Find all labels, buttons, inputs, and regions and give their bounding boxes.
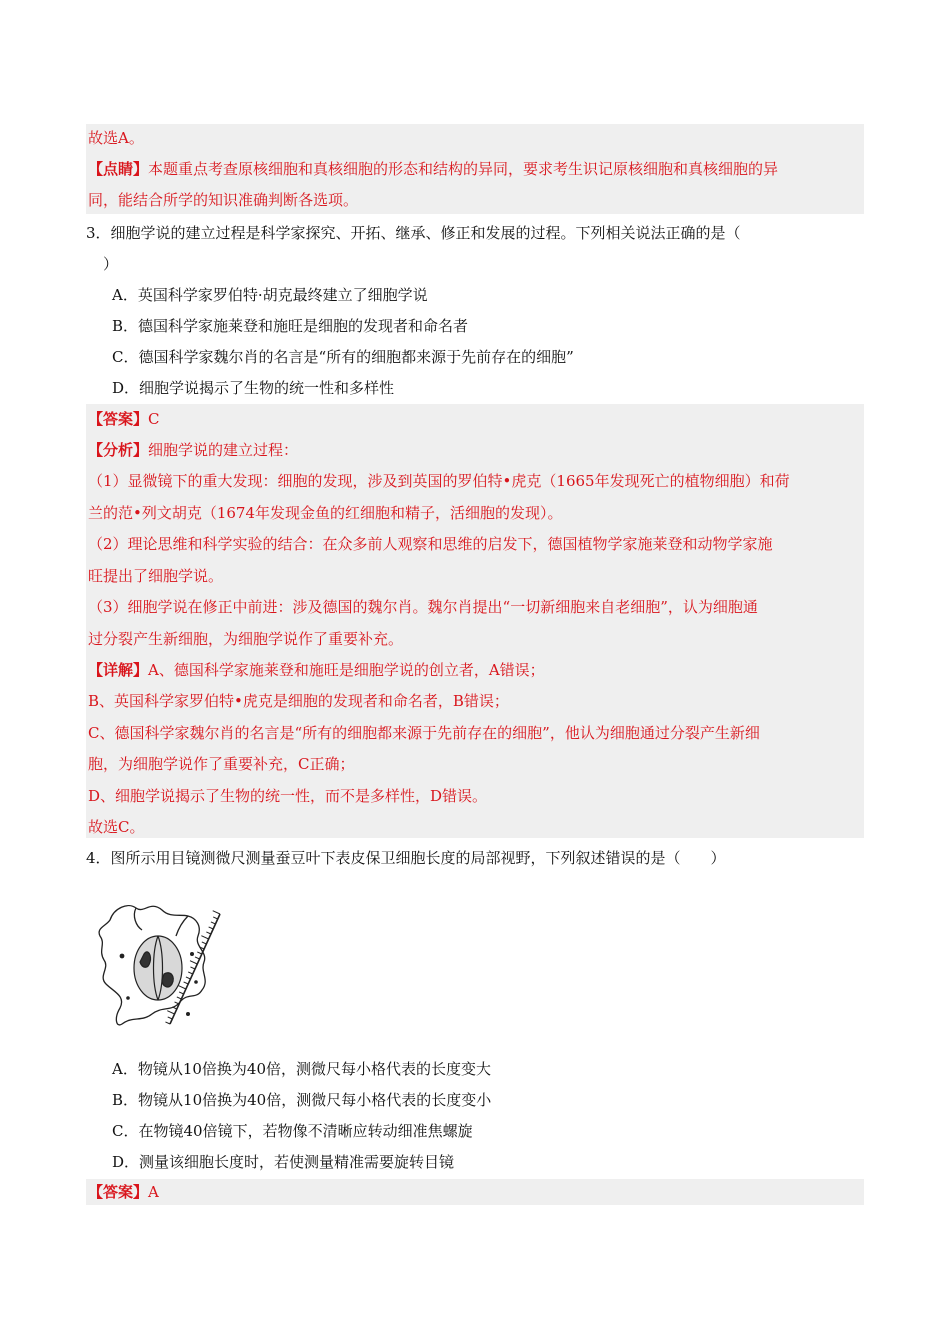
comment-line-2: 同，能结合所学的知识准确判断各选项。 [88,191,359,209]
question-4-option-c: C．在物镜40倍镜下，若物像不清晰应转动细准焦螺旋 [112,1122,473,1140]
detail-b: B、英国科学家罗伯特•虎克是细胞的发现者和命名者，B错误； [88,692,509,710]
conclusion-q2: 故选A。 [88,129,144,147]
answer-tag: 【答案】 [88,410,149,428]
comment-tag: 【点睛】 [88,160,149,178]
question-4-option-d: D．测量该细胞长度时，若使测量精准需要旋转目镜 [112,1153,455,1171]
conclusion-q3: 故选C。 [88,818,145,836]
analysis-p1-line1: （1）显微镜下的重大发现：细胞的发现，涉及到英国的罗伯特•虎克（1665年发现死亡的植物细胞）和荷 [88,472,790,490]
analysis-p2-line1: （2）理论思维和科学实验的结合：在众多前人观察和思维的启发下，德国植物学家施莱登和动物学家施 [88,535,773,553]
detail-c-line2: 胞，为细胞学说作了重要补充，C正确； [88,755,355,773]
guard-cell-micrometer-figure [92,896,232,1032]
answer-q4 [88,1182,159,1202]
answer-q3 [88,409,160,429]
detail-c-line1: C、德国科学家魏尔肖的名言是“所有的细胞都来源于先前存在的细胞”，他认为细胞通过分裂产生新细 [88,724,760,742]
analysis-p3-line2: 过分裂产生新细胞，为细胞学说作了重要补充。 [88,630,404,648]
detail-d: D、细胞学说揭示了生物的统一性，而不是多样性，D错误。 [88,787,488,805]
question-3-option-a: A．英国科学家罗伯特·胡克最终建立了细胞学说 [112,286,428,304]
analysis-p2-line2: 旺提出了细胞学说。 [88,567,224,585]
question-4-stem: 4．图所示用目镜测微尺测量蚕豆叶下表皮保卫细胞长度的局部视野，下列叙述错误的是（ ） [86,849,726,867]
question-3-option-d: D．细胞学说揭示了生物的统一性和多样性 [112,379,395,397]
detail-a-text: A、德国科学家施莱登和施旺是细胞学说的创立者，A错误； [148,661,545,679]
answer-block-q4 [86,1179,864,1205]
detail-a [88,660,545,680]
answer-value-q4: A [148,1183,159,1201]
detail-tag: 【详解】 [88,661,149,679]
question-4-option-a: A．物镜从10倍换为40倍，测微尺每小格代表的长度变大 [112,1060,492,1078]
comment-text-1: 本题重点考查原核细胞和真核细胞的形态和结构的异同，要求考生识记原核细胞和真核细胞的异 [148,160,779,178]
question-3-stem-1: 3．细胞学说的建立过程是科学家探究、开拓、继承、修正和发展的过程。下列相关说法正确的是（ [86,224,741,242]
answer-value: C [148,410,160,428]
answer-tag-q4: 【答案】 [88,1183,149,1201]
analysis-title-text: 细胞学说的建立过程： [148,441,299,459]
question-4-option-b: B．物镜从10倍换为40倍，测微尺每小格代表的长度变小 [112,1091,492,1109]
analysis-tag: 【分析】 [88,441,149,459]
analysis-p3-line1: （3）细胞学说在修正中前进：涉及德国的魏尔肖。魏尔肖提出“一切新细胞来自老细胞”，认为细胞通 [88,598,758,616]
analysis-title [88,440,298,460]
analysis-p1-line2: 兰的范•列文胡克（1674年发现金鱼的红细胞和精子，活细胞的发现）。 [88,504,563,522]
question-3-option-c: C．德国科学家魏尔肖的名言是“所有的细胞都来源于先前存在的细胞” [112,348,574,366]
comment-line-1 [88,159,778,179]
question-3-option-b: B．德国科学家施莱登和施旺是细胞的发现者和命名者 [112,317,469,335]
question-3-stem-2: ） [103,255,119,273]
